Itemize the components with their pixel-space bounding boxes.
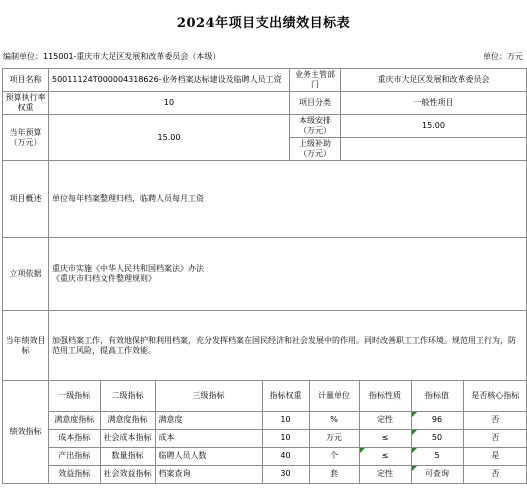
- unit-cell: 套: [309, 465, 359, 483]
- dept-label: 业务主管部门: [290, 69, 341, 92]
- core-cell: 否: [463, 429, 527, 447]
- table-row: [49, 411, 527, 429]
- level3-cell: 档案查询: [155, 465, 262, 483]
- weight-cell: 40: [262, 447, 309, 465]
- local-value: 15.00: [341, 115, 527, 138]
- indicator-label: 绩效指标: [3, 381, 49, 484]
- value-cell: 50: [411, 429, 463, 447]
- level1-cell: 产出指标: [49, 447, 100, 465]
- weight-cell: 10: [262, 411, 309, 429]
- performance-table: [2, 68, 527, 484]
- overview-label: 项目概述: [3, 161, 49, 238]
- core-cell: 否: [463, 411, 527, 429]
- basis-line-1: 重庆市实施《中华人民共和国档案法》办法: [52, 264, 204, 273]
- weight-cell: 10: [262, 429, 309, 447]
- basis-line-2: 《重庆市归档文件整理规则》: [52, 274, 156, 283]
- basis-value: [49, 238, 527, 311]
- unit-cell: 个: [309, 447, 359, 465]
- level1-cell: 成本指标: [49, 429, 100, 447]
- project-name-value: 50011124T000004318626-业务档案达标建设及临聘人员工资: [49, 69, 290, 92]
- nature-cell: 定性: [359, 411, 411, 429]
- unit-info: [3, 51, 220, 62]
- header-weight: 指标权重: [262, 381, 309, 411]
- info-bar: [0, 46, 527, 66]
- level2-cell: 数量指标: [100, 447, 155, 465]
- header-nature: 指标性质: [359, 381, 411, 411]
- level2-cell: 满意度指标: [100, 411, 155, 429]
- unit-cell: %: [309, 411, 359, 429]
- local-label: 本级安排（万元）: [290, 115, 341, 138]
- unit-cell: 万元: [309, 429, 359, 447]
- header-core: 是否核心指标: [463, 381, 527, 411]
- nature-cell: ≤: [359, 447, 411, 465]
- core-cell: 否: [463, 465, 527, 483]
- unit-value: 115001-重庆市大足区发展和改革委员会（本级）: [43, 52, 221, 61]
- value-cell: 96: [411, 411, 463, 429]
- header-unit: 计量单位: [309, 381, 359, 411]
- indicator-cell: [49, 381, 527, 484]
- weight-cell: 30: [262, 465, 309, 483]
- dept-value: 重庆市大足区发展和改革委员会: [341, 69, 527, 92]
- category-label: 项目分类: [290, 92, 341, 115]
- overview-value: 单位每年档案整理归档，临聘人员每月工资: [49, 161, 527, 238]
- header-level1: 一级指标: [49, 381, 100, 411]
- unit-label: 编制单位：: [3, 52, 43, 61]
- subsidy-value: [341, 138, 527, 161]
- table-row: [49, 447, 527, 465]
- level2-cell: 社会效益指标: [100, 465, 155, 483]
- indicator-header-row: [49, 381, 527, 411]
- nature-cell: 定性: [359, 465, 411, 483]
- header-level3: 三级指标: [155, 381, 262, 411]
- nature-cell: ≤: [359, 429, 411, 447]
- category-value: 一般性项目: [341, 92, 527, 115]
- table-row: [49, 465, 527, 483]
- header-value: 指标值: [411, 381, 463, 411]
- project-name-label: 项目名称: [3, 69, 49, 92]
- indicator-table: [49, 381, 527, 483]
- budget-value: 15.00: [49, 115, 290, 161]
- value-cell: 可查询: [411, 465, 463, 483]
- level1-cell: 满意度指标: [49, 411, 100, 429]
- budget-label: 当年预算（万元）: [3, 115, 49, 161]
- weight-label: 预算执行率权重: [3, 92, 49, 115]
- core-cell: 是: [463, 447, 527, 465]
- level3-cell: 成本: [155, 429, 262, 447]
- level3-cell: 临聘人员人数: [155, 447, 262, 465]
- value-cell: 5: [411, 447, 463, 465]
- currency-unit: 单位：万元: [483, 52, 523, 61]
- table-row: [49, 429, 527, 447]
- header-level2: 二级指标: [100, 381, 155, 411]
- weight-value: 10: [49, 92, 290, 115]
- subsidy-label: 上级补助（万元）: [290, 138, 341, 161]
- level2-cell: 社会成本指标: [100, 429, 155, 447]
- goal-label: 当年绩效目标: [3, 311, 49, 381]
- basis-label: 立项依据: [3, 238, 49, 311]
- page-title: 2024年项目支出绩效目标表: [176, 16, 351, 31]
- level1-cell: 效益指标: [49, 465, 100, 483]
- goal-value: 加强档案工作，有效地保护和利用档案，充分发挥档案在国民经济和社会发展中的作用。同时改善职工工作环境。规范用工行为，防范用工风险，提高工作效能。: [49, 311, 527, 381]
- level3-cell: 满意度: [155, 411, 262, 429]
